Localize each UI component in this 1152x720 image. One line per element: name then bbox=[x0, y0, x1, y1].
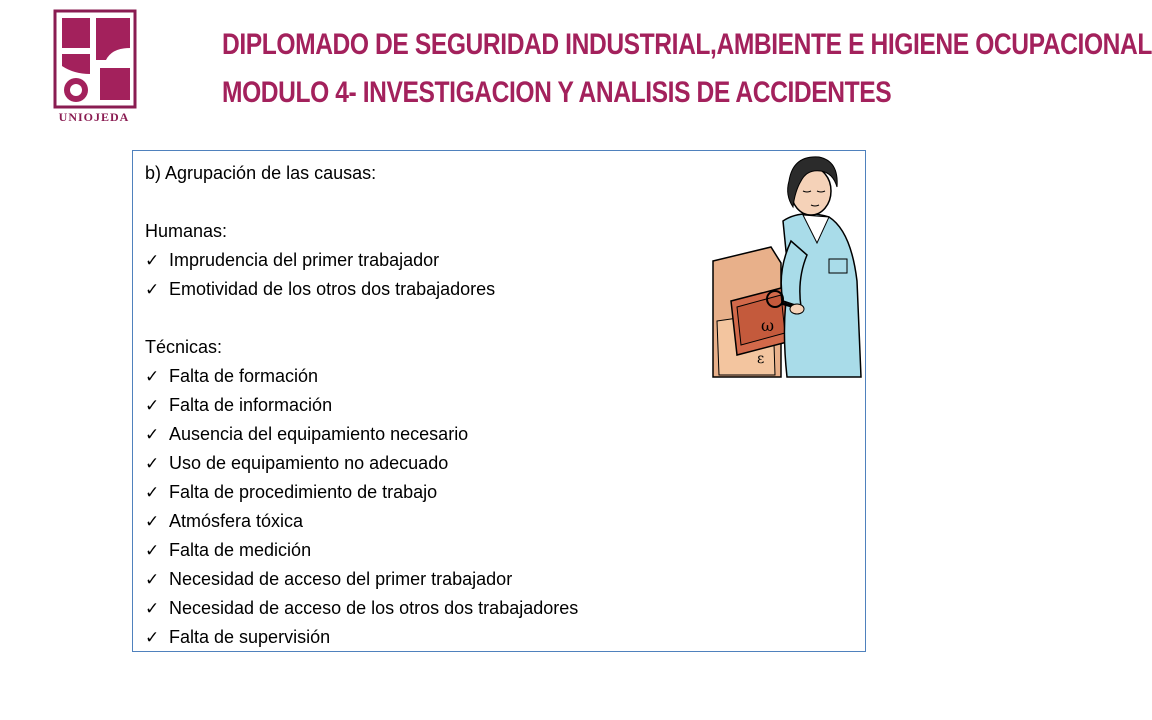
list-item-text: Falta de información bbox=[169, 395, 333, 415]
checkmark-icon: ✓ bbox=[145, 425, 160, 444]
list-item-text: Falta de formación bbox=[169, 366, 319, 386]
list-item-text: Uso de equipamiento no adecuado bbox=[169, 453, 449, 473]
checkmark-icon: ✓ bbox=[145, 367, 160, 386]
page-subtitle: MODULO 4- INVESTIGACION Y ANALISIS DE ACCIDENTES bbox=[222, 76, 892, 109]
checkmark-icon: ✓ bbox=[145, 280, 160, 299]
list-item bbox=[145, 594, 853, 623]
section-heading: b) Agrupación de las causas: bbox=[145, 163, 377, 183]
svg-text:ε: ε bbox=[757, 351, 765, 367]
woman-with-magnifier-illustration bbox=[711, 151, 863, 377]
list-item bbox=[145, 565, 853, 594]
checkmark-icon: ✓ bbox=[145, 599, 160, 618]
list-item-text: Necesidad de acceso de los otros dos trabajadores bbox=[169, 598, 579, 618]
list-item bbox=[145, 623, 853, 652]
checkmark-icon: ✓ bbox=[145, 483, 160, 502]
checkmark-icon: ✓ bbox=[145, 628, 160, 647]
checkmark-icon: ✓ bbox=[145, 570, 160, 589]
checkmark-icon: ✓ bbox=[145, 512, 160, 531]
list-item-text: Falta de supervisión bbox=[169, 627, 331, 647]
list-item bbox=[145, 420, 853, 449]
logo-caption: UNIOJEDA bbox=[58, 110, 130, 124]
list-item bbox=[145, 478, 853, 507]
list-item-text: Emotividad de los otros dos trabajadores bbox=[169, 279, 496, 299]
svg-text:ω: ω bbox=[761, 316, 775, 335]
list-item bbox=[145, 391, 853, 420]
list-item-text: Atmósfera tóxica bbox=[169, 511, 304, 531]
list-item-text: Ausencia del equipamiento necesario bbox=[169, 424, 469, 444]
page-title: DIPLOMADO DE SEGURIDAD INDUSTRIAL,AMBIENTE E HIGIENE OCUPACIONAL bbox=[222, 28, 1152, 61]
list-item bbox=[145, 536, 853, 565]
list-item-text: Imprudencia del primer trabajador bbox=[169, 250, 440, 270]
list-item bbox=[145, 507, 853, 536]
tecnicas-label: Técnicas: bbox=[145, 337, 223, 357]
checkmark-icon: ✓ bbox=[145, 396, 160, 415]
list-item-text: Falta de procedimiento de trabajo bbox=[169, 482, 438, 502]
list-item bbox=[145, 449, 853, 478]
list-item-text: Falta de medición bbox=[169, 540, 312, 560]
humanas-label: Humanas: bbox=[145, 221, 228, 241]
checkmark-icon: ✓ bbox=[145, 251, 160, 270]
checkmark-icon: ✓ bbox=[145, 541, 160, 560]
content-box bbox=[132, 150, 866, 652]
uniojeda-logo bbox=[52, 8, 138, 126]
list-item-text: Necesidad de acceso del primer trabajador bbox=[169, 569, 513, 589]
tecnicas-list bbox=[145, 362, 853, 652]
checkmark-icon: ✓ bbox=[145, 454, 160, 473]
